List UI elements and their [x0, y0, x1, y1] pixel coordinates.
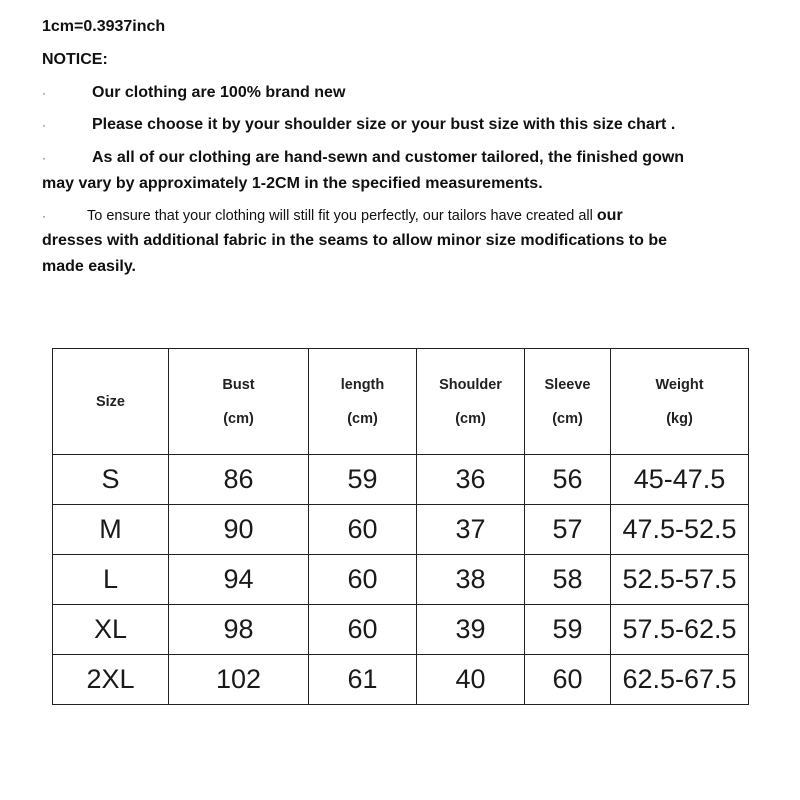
cell-length: 60: [309, 555, 417, 605]
notice-item-1: Our clothing are 100% brand new: [92, 84, 346, 101]
notice-item-4-line-1b: our: [596, 207, 623, 224]
cell-sleeve: 60: [525, 655, 611, 705]
cell-weight: 45-47.5: [611, 455, 749, 505]
table-row: [53, 655, 749, 705]
size-chart-table: [52, 348, 749, 705]
header-size: Size: [53, 349, 169, 455]
notice-item-4-line-1a: To ensure that your clothing will still fit you perfectly, our tailors have created all: [87, 208, 593, 224]
cell-bust: 98: [169, 605, 309, 655]
cell-shoulder: 40: [417, 655, 525, 705]
table-row: [53, 605, 749, 655]
bullet-1: ·: [42, 86, 46, 100]
table-row: [53, 555, 749, 605]
notice-item-2: Please choose it by your shoulder size or your bust size with this size chart .: [92, 116, 676, 133]
table-header-row: [53, 349, 749, 455]
cell-size: M: [53, 505, 169, 555]
cell-sleeve: 57: [525, 505, 611, 555]
cell-size: 2XL: [53, 655, 169, 705]
cell-shoulder: 39: [417, 605, 525, 655]
bullet-2: ·: [42, 118, 46, 132]
notice-item-4-line-1: [87, 207, 623, 225]
header-length: length (cm): [309, 349, 417, 455]
unit-conversion: 1cm=0.3937inch: [42, 18, 166, 35]
header-weight: Weight (kg): [611, 349, 749, 455]
cell-shoulder: 36: [417, 455, 525, 505]
cell-size: L: [53, 555, 169, 605]
bullet-3: ·: [42, 151, 46, 165]
notice-item-3-line-2: may vary by approximately 1-2CM in the specified measurements.: [42, 175, 543, 192]
cell-shoulder: 37: [417, 505, 525, 555]
cell-weight: 52.5-57.5: [611, 555, 749, 605]
cell-length: 60: [309, 605, 417, 655]
cell-length: 59: [309, 455, 417, 505]
cell-bust: 86: [169, 455, 309, 505]
header-sleeve: Sleeve (cm): [525, 349, 611, 455]
cell-bust: 90: [169, 505, 309, 555]
cell-weight: 62.5-67.5: [611, 655, 749, 705]
header-bust: Bust (cm): [169, 349, 309, 455]
cell-weight: 47.5-52.5: [611, 505, 749, 555]
cell-weight: 57.5-62.5: [611, 605, 749, 655]
notice-heading: NOTICE:: [42, 51, 108, 68]
cell-length: 60: [309, 505, 417, 555]
cell-sleeve: 56: [525, 455, 611, 505]
cell-bust: 94: [169, 555, 309, 605]
cell-shoulder: 38: [417, 555, 525, 605]
table-row: [53, 455, 749, 505]
notice-item-4-line-3: made easily.: [42, 258, 136, 275]
cell-bust: 102: [169, 655, 309, 705]
bullet-4: ·: [42, 209, 46, 223]
cell-size: XL: [53, 605, 169, 655]
notice-item-3-line-1: As all of our clothing are hand-sewn and customer tailored, the finished gown: [92, 149, 685, 166]
notice-item-4-line-2: dresses with additional fabric in the seams to allow minor size modifications to be: [42, 232, 668, 249]
table-row: [53, 505, 749, 555]
cell-sleeve: 59: [525, 605, 611, 655]
header-shoulder: Shoulder (cm): [417, 349, 525, 455]
cell-sleeve: 58: [525, 555, 611, 605]
cell-size: S: [53, 455, 169, 505]
cell-length: 61: [309, 655, 417, 705]
